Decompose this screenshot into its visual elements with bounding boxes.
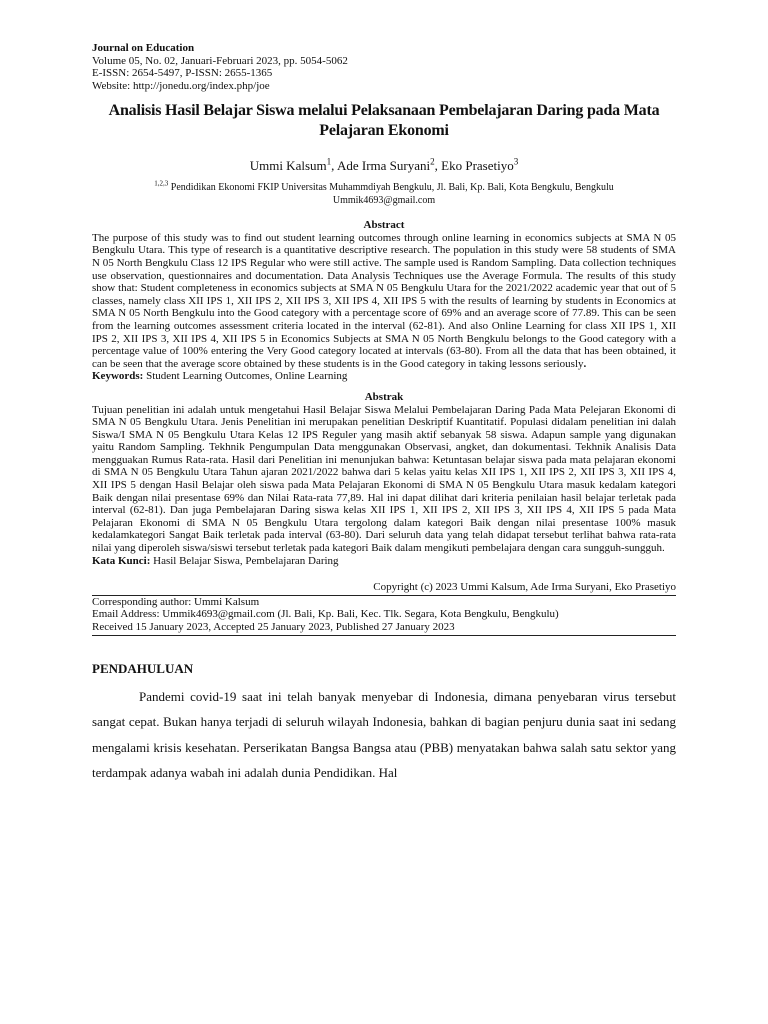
- abstract-end: .: [583, 357, 587, 370]
- kata-kunci: [92, 555, 676, 568]
- author-name: Ummi Kalsum: [249, 158, 327, 174]
- abstract-text: [92, 232, 676, 371]
- divider-bottom: [92, 635, 676, 636]
- author-separator: ,: [331, 158, 337, 174]
- author-affil-sup: 1: [326, 157, 332, 168]
- journal-name: Journal on Education: [92, 42, 195, 54]
- copyright-line: Copyright (c) 2023 Ummi Kalsum, Ade Irma Suryani, Eko Prasetiyo: [373, 581, 676, 594]
- author-name: Eko Prasetiyo: [441, 158, 514, 174]
- journal-issn: E-ISSN: 2654-5497, P-ISSN: 2655-1365: [92, 67, 273, 80]
- author-affil-sup: 2: [430, 157, 435, 168]
- publication-dates: Received 15 January 2023, Accepted 25 January 2023, Published 27 January 2023: [92, 620, 455, 633]
- abstrak-text: Tujuan penelitian ini adalah untuk mengetahui Hasil Belajar Siswa Melalui Pembelajaran Daring Pada Mata Pelejaran Ekonomi di SMA N 05 Bengkulu Utara. Jenis Penelitian ini merupakan penelitian Deskriptif Kuantitatif. Populasi didalam penelitian ini dalah Siswa/I SMA N 05 Bengkulu Utara Kelas 12 IPS Reguler yang masih aktif sebanyak 58 siswa. Adapun sample yang digunakan yaitu Random Sampling. Tekhnik Pengumpulan Data menggunakan Observasi, angket, dan dokumentasi. Tekhnik Analisis Data mengguakan Rumus Rata-rata. Hasil dari Penelitian ini menunjukan bahwa: Ketuntasan belajar siswa pada mata pelajaran ekonomi di SMA N 05 Bengkulu Utara Tahun ajaran 2021/2022 bahwa dari 5 kelas yaitu kelas XII IPS 1, XII IPS 2, XII IPS 3, XII IPS 4, XII IPS 5 dengan Hasil Belajar oleh siswa pada Mata Pelajaran Ekonomi di SMA N 05 Bengkulu Utara masuk kedalam kategori Baik dengan nilai presentase 69% dan Nilai Rata-rata 77,89. Hal ini dapat dilihat dari kriteria penilaian hasil belajar terletak pada interval (62-81). Dan juga Pembelajaran Daring siswa kelas XII IPS 1, XII IPS 2, XII IPS 3, XII IPS 4, XII IPS 5 pada Mata Pelajaran Ekonomi di SMA N 05 Bengkulu Utara tergolong dalam kategori Baik dengan nilai presentase 100% masuk kedalamkategori Sangat Baik terletak pada interval (63-80). Dari seluruh data yang telah didapat tersebut terlihat bahwa rata-rata nilai yang diperoleh siswa/siswi tersebut terletak pada kategori Baik dalam mengikuti pembelajara dengan cara sungguh-sungguh.: [92, 403, 676, 555]
- kata-kunci-label: Kata Kunci:: [92, 554, 151, 567]
- keywords: [92, 370, 676, 383]
- author-list: [92, 158, 676, 173]
- affiliation-sup: 1,2,3: [154, 180, 169, 189]
- affiliation: [92, 182, 676, 207]
- author-name: Ade Irma Suryani: [336, 158, 431, 174]
- section-heading: PENDAHULUAN: [92, 660, 194, 676]
- abstrak-heading: Abstrak: [364, 391, 404, 403]
- affiliation-email[interactable]: Ummik4693@gmail.com: [332, 194, 436, 206]
- abstract-body: The purpose of this study was to find out student learning outcomes through online learning in economics subjects at SMA N 05 Bengkulu Utara. This type of research is a quantitative descriptive research. The population in this study were 58 students of SMA N 05 North Bengkulu Class 12 IPS Regular who were still active. The sample used is Random Sampling. Data collection techniques use observation, questionnaires and documentation. Data Analysis Techniques use the Average Formula. The results of this study show that: Student completeness in economics subjects at SMA N 05 Bengkulu Utara for the 2021/2022 academic year that out of 5 classes, namely class XII IPS 1, XII IPS 2, XII IPS 3, XII IPS 4, XII IPS 5 with the results of learning by students in Economics at SMA N 05 North Bengkulu into the Good category with a percentage score of 69% and an average score of 77.89. This can be seen from the learning outcomes assessment criteria located in the interval (62-81). And also Online Learning for class XII IPS 1, XII IPS 2, XII IPS 3, XII IPS 4, XII IPS 5 in Economics Subjects at SMA N 05 North Bengkulu belongs to the Good category with a percentage value of 100% entering the Very Good category located at intervals (63-80). From all the data that has been obtained, it can be seen that the average score obtained by these students is in the Good category in taking lessons seriously: [92, 231, 676, 370]
- keywords-label: Keywords:: [92, 370, 144, 383]
- journal-volume: Volume 05, No. 02, Januari-Februari 2023, pp. 5054-5062: [92, 54, 348, 67]
- correspondence-block: [92, 596, 676, 634]
- paper-title: Analisis Hasil Belajar Siswa melalui Pelaksanaan Pembelajaran Daring pada Mata Pelajaran Ekonomi: [108, 102, 660, 140]
- kata-kunci-text: Hasil Belajar Siswa, Pembelajaran Daring: [150, 554, 339, 567]
- journal-website[interactable]: Website: http://jonedu.org/index.php/joe: [92, 79, 270, 92]
- paper-page: [92, 42, 676, 786]
- affiliation-text: Pendidikan Ekonomi FKIP Universitas Muhammdiyah Bengkulu, Jl. Bali, Kp. Bali, Kota Bengkulu, Bengkulu: [168, 182, 614, 194]
- corresponding-author: Corresponding author: Ummi Kalsum: [92, 595, 260, 608]
- author-affil-sup: 3: [513, 157, 519, 168]
- intro-paragraph: Pandemi covid-19 saat ini telah banyak menyebar di Indonesia, dimana penyebaran virus tersebut sangat cepat. Bukan hanya terjadi di seluruh wilayah Indonesia, bahkan di bagian penjuru dunia saat ini sedang mengalami krisis kesehatan. Perserikatan Bangsa Bangsa atau (PBB) menyatakan bahwa salah satu sektor yang terdampak adanya wabah ini adalah dunia Pendidikan. Hal: [92, 688, 676, 780]
- author-separator: ,: [434, 158, 442, 174]
- abstract-heading: Abstract: [363, 219, 405, 232]
- corresponding-email: Email Address: Ummik4693@gmail.com (Jl. Bali, Kp. Bali, Kec. Tlk. Segara, Kota Bengkulu, Bengkulu): [92, 608, 559, 621]
- journal-header: [92, 42, 676, 92]
- keywords-text: Student Learning Outcomes, Online Learning: [143, 370, 348, 383]
